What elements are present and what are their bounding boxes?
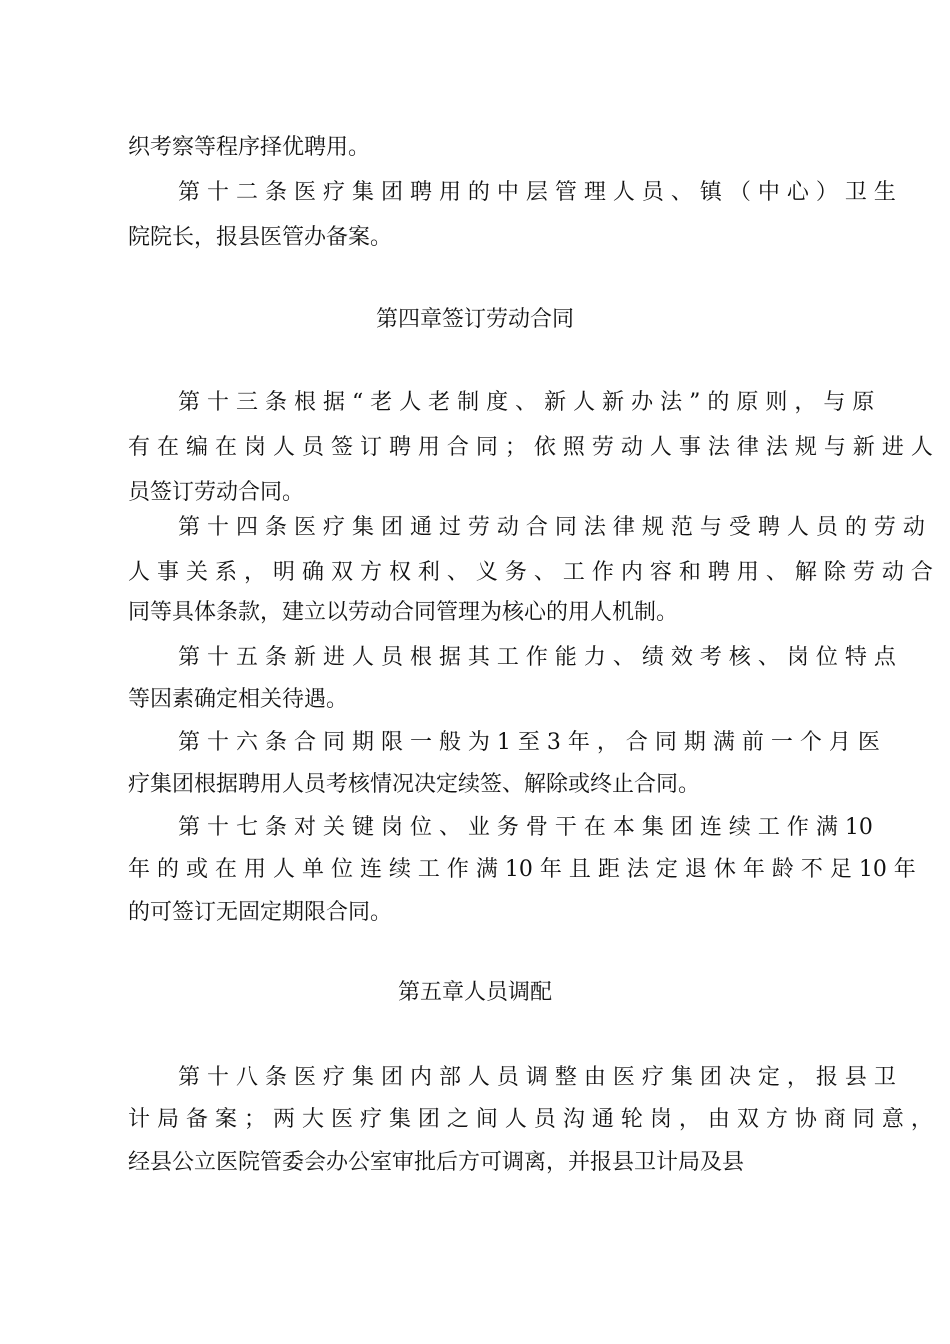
article-13-line: 第 十 三 条 根 据 “ 老 人 老 制 度 、 新 人 新 办 法 ” 的 原 则 ， 与 原 [178,390,875,415]
paragraph-line: 员签订劳动合同。 [128,480,305,505]
article-14-line: 第 十 四 条 医 疗 集 团 通 过 劳 动 合 同 法 律 规 范 与 受 聘 人 员 的 劳 动 [178,515,925,540]
paragraph-line: 的可签订无固定期限合同。 [128,900,393,925]
paragraph-line: 经县公立医院管委会办公室审批后方可调离，并报县卫计局及县 [128,1150,745,1175]
paragraph-line: 有 在 编 在 岗 人 员 签 订 聘 用 合 同 ； 依 照 劳 动 人 事 法 律 法 规 与 新 进 人 [128,435,933,460]
paragraph-line: 年 的 或 在 用 人 单 位 连 续 工 作 满 10 年 且 距 法 定 退 休 年 龄 不 足 10 年 [128,857,916,882]
paragraph-line: 计 局 备 案 ； 两 大 医 疗 集 团 之 间 人 员 沟 通 轮 岗 ， 由 双 方 协 商 同 意 ， [128,1107,933,1132]
article-17-line: 第 十 七 条 对 关 键 岗 位 、 业 务 骨 干 在 本 集 团 连 续 工 作 满 10 [178,815,873,840]
paragraph-line: 织考察等程序择优聘用。 [128,135,371,160]
paragraph-line: 人 事 关 系 ， 明 确 双 方 权 利 、 义 务 、 工 作 内 容 和 聘 用 、 解 除 劳 动 合 [128,560,933,585]
article-15-line: 第 十 五 条 新 进 人 员 根 据 其 工 作 能 力 、 绩 效 考 核 、 岗 位 特 点 [178,645,896,670]
article-12-line: 第 十 二 条 医 疗 集 团 聘 用 的 中 层 管 理 人 员 、 镇 （ 中 心 ） 卫 生 [178,180,896,205]
article-18-line: 第 十 八 条 医 疗 集 团 内 部 人 员 调 整 由 医 疗 集 团 决 定 ， 报 县 卫 [178,1065,896,1090]
paragraph-line: 等因素确定相关待遇。 [128,687,349,712]
paragraph-line: 疗集团根据聘用人员考核情况决定续签、解除或终止合同。 [128,772,701,797]
paragraph-line: 院院长，报县医管办备案。 [128,225,393,250]
article-16-line: 第 十 六 条 合 同 期 限 一 般 为 1 至 3 年 ， 合 同 期 满 前 一 个 月 医 [178,730,880,755]
chapter-heading: 第四章签订劳动合同 [375,307,574,332]
chapter-heading: 第五章人员调配 [397,980,552,1005]
paragraph-line: 同等具体条款，建立以劳动合同管理为核心的用人机制。 [128,600,679,625]
